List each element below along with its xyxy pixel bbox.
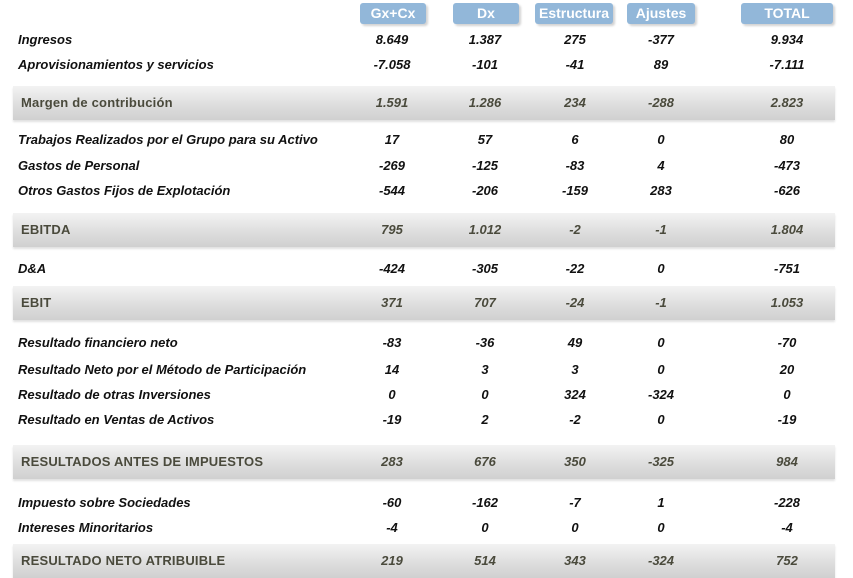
subtotal-row <box>0 551 853 571</box>
cell-value: 707 <box>474 295 496 310</box>
table-row <box>0 333 853 353</box>
row-label: Otros Gastos Fijos de Explotación <box>18 183 231 198</box>
cell-value: 350 <box>564 454 586 469</box>
table-row <box>0 360 853 380</box>
table-row <box>0 156 853 176</box>
cell-value: -70 <box>777 335 797 350</box>
cell-value: 0 <box>571 520 579 535</box>
cell-value: -162 <box>471 495 499 510</box>
cell-value: 1.591 <box>375 95 409 110</box>
cell-value: -325 <box>647 454 675 469</box>
column-header-gxcx: Gx+Cx <box>360 3 426 24</box>
cell-value: 324 <box>564 387 586 402</box>
cell-value: 3 <box>481 362 489 377</box>
cell-value: -7 <box>569 495 581 510</box>
cell-value: 0 <box>657 412 665 427</box>
cell-value: 6 <box>571 132 579 147</box>
row-label: Aprovisionamientos y servicios <box>18 57 214 72</box>
row-label: RESULTADO NETO ATRIBUIBLE <box>21 553 226 568</box>
table-row <box>0 493 853 513</box>
cell-value: 1.387 <box>468 32 502 47</box>
cell-value: -159 <box>561 183 589 198</box>
cell-value: -24 <box>565 295 585 310</box>
cell-value: 234 <box>564 95 586 110</box>
cell-value: 3 <box>571 362 579 377</box>
row-label: Gastos de Personal <box>18 158 140 173</box>
cell-value: 984 <box>776 454 798 469</box>
cell-value: -269 <box>378 158 406 173</box>
cell-value: 1.286 <box>468 95 502 110</box>
subtotal-row <box>0 93 853 113</box>
cell-value: 1.012 <box>468 222 502 237</box>
cell-value: 49 <box>567 335 583 350</box>
cell-value: -4 <box>781 520 793 535</box>
cell-value: -424 <box>378 261 406 276</box>
cell-value: 0 <box>657 335 665 350</box>
cell-value: 343 <box>564 553 586 568</box>
row-label: Impuesto sobre Sociedades <box>18 495 191 510</box>
cell-value: 1 <box>657 495 665 510</box>
cell-value: -22 <box>565 261 585 276</box>
cell-value: 20 <box>779 362 795 377</box>
column-header-estructura: Estructura <box>535 3 613 24</box>
cell-value: -1 <box>655 295 667 310</box>
cell-value: 89 <box>653 57 669 72</box>
column-header-ajustes: Ajustes <box>627 3 695 24</box>
cell-value: 9.934 <box>770 32 804 47</box>
cell-value: -324 <box>647 553 675 568</box>
cell-value: -228 <box>773 495 801 510</box>
cell-value: 283 <box>650 183 672 198</box>
cell-value: 80 <box>779 132 795 147</box>
cell-value: 14 <box>384 362 400 377</box>
cell-value: 219 <box>381 553 403 568</box>
cell-value: -41 <box>565 57 585 72</box>
cell-value: 676 <box>474 454 496 469</box>
cell-value: 57 <box>477 132 493 147</box>
cell-value: -36 <box>475 335 495 350</box>
row-label: Resultado financiero neto <box>18 335 178 350</box>
cell-value: 275 <box>564 32 586 47</box>
cell-value: -324 <box>647 387 675 402</box>
subtotal-row <box>0 220 853 240</box>
cell-value: 0 <box>657 362 665 377</box>
row-label: RESULTADOS ANTES DE IMPUESTOS <box>21 454 264 469</box>
cell-value: 283 <box>381 454 403 469</box>
cell-value: 0 <box>657 261 665 276</box>
cell-value: 0 <box>388 387 396 402</box>
table-row <box>0 410 853 430</box>
cell-value: 0 <box>657 520 665 535</box>
row-label: Resultado de otras Inversiones <box>18 387 211 402</box>
cell-value: 17 <box>384 132 400 147</box>
row-label: Resultado en Ventas de Activos <box>18 412 215 427</box>
cell-value: 0 <box>481 520 489 535</box>
row-label: EBIT <box>21 295 52 310</box>
subtotal-row <box>0 452 853 472</box>
column-header-dx: Dx <box>453 3 519 24</box>
cell-value: 1.804 <box>770 222 804 237</box>
cell-value: 0 <box>657 132 665 147</box>
cell-value: -4 <box>386 520 398 535</box>
table-row <box>0 259 853 279</box>
row-label: Margen de contribución <box>21 95 173 110</box>
cell-value: 795 <box>381 222 403 237</box>
cell-value: 2 <box>481 412 489 427</box>
table-row <box>0 55 853 75</box>
table-row <box>0 385 853 405</box>
cell-value: 1.053 <box>770 295 804 310</box>
cell-value: 0 <box>783 387 791 402</box>
cell-value: -544 <box>378 183 406 198</box>
column-header-total: TOTAL <box>741 3 833 24</box>
cell-value: -2 <box>569 412 581 427</box>
cell-value: -7.058 <box>373 57 411 72</box>
cell-value: 514 <box>474 553 496 568</box>
row-label: Intereses Minoritarios <box>18 520 154 535</box>
cell-value: -125 <box>471 158 499 173</box>
cell-value: 4 <box>657 158 665 173</box>
cell-value: -206 <box>471 183 499 198</box>
cell-value: 2.823 <box>770 95 804 110</box>
cell-value: -2 <box>569 222 581 237</box>
cell-value: -83 <box>382 335 402 350</box>
cell-value: -751 <box>773 261 801 276</box>
cell-value: -83 <box>565 158 585 173</box>
cell-value: 371 <box>381 295 403 310</box>
table-row <box>0 518 853 538</box>
row-label: EBITDA <box>21 222 71 237</box>
row-label: Resultado Neto por el Método de Participación <box>18 362 307 377</box>
cell-value: -60 <box>382 495 402 510</box>
cell-value: 0 <box>481 387 489 402</box>
row-label: Trabajos Realizados por el Grupo para su Activo <box>18 132 318 147</box>
cell-value: -7.111 <box>769 57 805 72</box>
cell-value: -19 <box>777 412 797 427</box>
row-label: Ingresos <box>18 32 73 47</box>
cell-value: -1 <box>655 222 667 237</box>
table-row <box>0 30 853 50</box>
cell-value: -473 <box>773 158 801 173</box>
cell-value: -305 <box>471 261 499 276</box>
cell-value: 752 <box>776 553 798 568</box>
cell-value: -101 <box>471 57 499 72</box>
cell-value: -377 <box>647 32 675 47</box>
subtotal-row <box>0 293 853 313</box>
table-row <box>0 181 853 201</box>
cell-value: -626 <box>773 183 801 198</box>
cell-value: 8.649 <box>375 32 409 47</box>
row-label: D&A <box>18 261 47 276</box>
table-row <box>0 130 853 150</box>
cell-value: -19 <box>382 412 402 427</box>
cell-value: -288 <box>647 95 675 110</box>
